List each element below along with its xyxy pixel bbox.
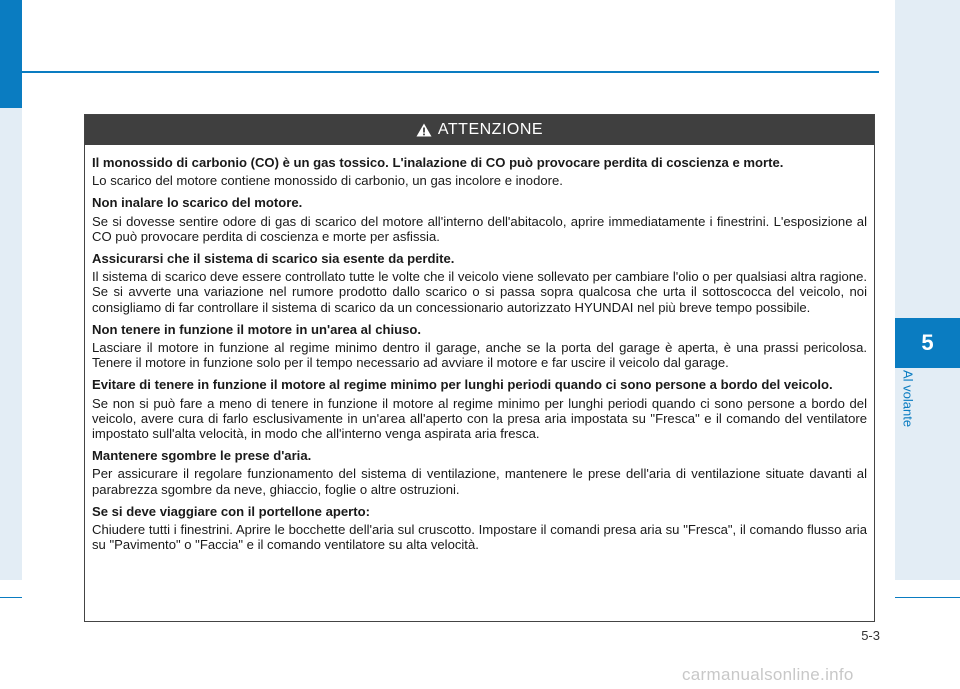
warning-subheading: Non inalare lo scarico del motore.: [92, 195, 303, 211]
right-bottom-rule: [895, 597, 960, 598]
warning-triangle-icon: [416, 123, 432, 137]
warning-subheading: Il monossido di carbonio (CO) è un gas tossico. L'inalazione di CO può provocare perdita di coscienza e morte.: [92, 155, 784, 170]
warning-subheading: Evitare di tenere in funzione il motore al regime minimo per lunghi periodi quando ci sono persone a bordo del veicolo.: [92, 377, 833, 393]
right-margin-strip: [895, 0, 960, 580]
chapter-title: Al volante: [900, 370, 916, 428]
page-number: 5-3: [861, 628, 880, 643]
warning-header: [85, 115, 874, 145]
warning-body: [85, 145, 874, 552]
warning-paragraph: Per assicurare il regolare funzionamento del sistema di ventilazione, mantenere le prese dell'aria di ventilazione situate davanti al parabrezza sgombre da neve, ghiaccio, foglie o altre ostruzioni.: [92, 466, 867, 497]
chapter-number: 5: [895, 318, 960, 368]
warning-subheading: Se si deve viaggiare con il portellone aperto:: [92, 503, 370, 519]
warning-title: ATTENZIONE: [437, 121, 544, 138]
warning-paragraph: Chiudere tutti i finestrini. Aprire le bocchette dell'aria sul cruscotto. Impostare il comandi presa aria su "Fresca", il comando flusso aria su "Pavimento" o "Faccia" e il comando ventilatore su alta velocità.: [92, 522, 867, 553]
left-bottom-rule: [0, 597, 22, 598]
warning-paragraph: Lo scarico del motore contiene monossido di carbonio, un gas incolore e inodore.: [92, 173, 563, 189]
warning-subheading: Mantenere sgombre le prese d'aria.: [92, 448, 312, 464]
warning-subheading: Non tenere in funzione il motore in un'area al chiuso.: [92, 321, 422, 337]
warning-paragraph: Se si dovesse sentire odore di gas di scarico del motore all'interno dell'abitacolo, aprire immediatamente i finestrini. L'esposizione al CO può provocare perdita di coscienza e morte per asfissia.: [92, 213, 867, 244]
warning-paragraph: Il sistema di scarico deve essere controllato tutte le volte che il veicolo viene sollevato per cambiare l'olio o per qualsiasi altra ragione. Se si avverte una variazione nel rumore prodotto dallo scarico o si passa sopra qualcosa che urta il sottoscocca del veicolo, noi consigliamo di far controllare il sistema di scarico da un concessionario autorizzato HYUNDAI nel più breve tempo possibile.: [92, 269, 867, 315]
top-rule: [22, 71, 879, 73]
warning-subheading: Assicurarsi che il sistema di scarico sia esente da perdite.: [92, 251, 455, 267]
warning-paragraph: Lasciare il motore in funzione al regime minimo dentro il garage, anche se la porta del garage è aperta, è una prassi pericolosa. Tenere il motore in funzione solo per il tempo necessario ad avviare il motore e far uscire il veicolo dal garage.: [92, 340, 867, 371]
warning-paragraph: Se non si può fare a meno di tenere in funzione il motore al regime minimo per lunghi periodi quando ci sono persone a bordo del veicolo, avere cura di farlo esclusivamente in un'area all'aperto con la presa aria impostata su "Fresca" e il comando del ventilatore impostato sull'alta velocità, in modo che all'interno venga aspirata aria fresca.: [92, 395, 867, 442]
warning-box: [84, 114, 875, 622]
watermark: carmanualsonline.info: [682, 665, 854, 684]
left-chapter-tab: [0, 0, 22, 108]
